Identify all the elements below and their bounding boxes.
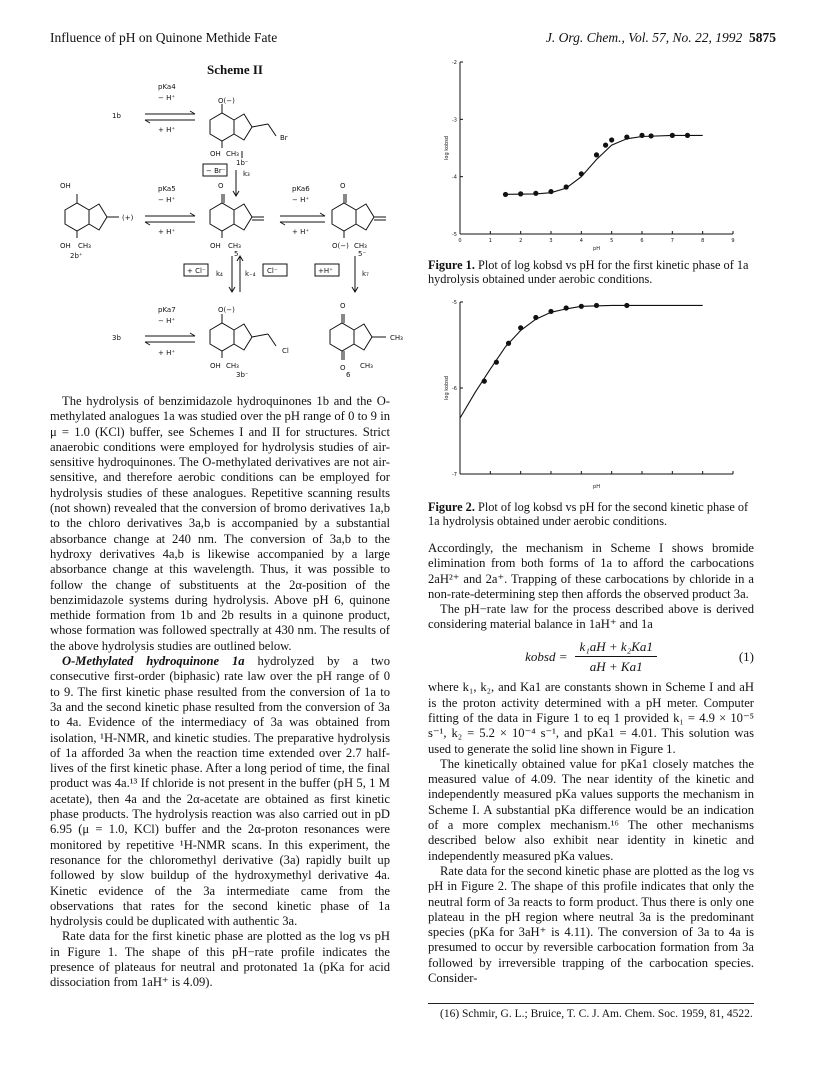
structure-3b-minus	[210, 314, 276, 358]
right-column	[428, 541, 754, 986]
x-tick-label: 0	[458, 238, 462, 244]
data-point	[564, 184, 569, 189]
y-tick-label: -3	[452, 117, 457, 124]
label-ch3-7: CH₃	[360, 362, 373, 370]
equilibrium-arrows-pka4	[145, 111, 195, 123]
data-point	[685, 133, 690, 138]
x-tick-label: 1	[488, 238, 492, 244]
data-point	[548, 309, 553, 314]
data-point	[518, 325, 523, 330]
label-minus-h-2: − H⁺	[158, 196, 176, 204]
label-box-plus-cl: + Cl⁻	[187, 267, 206, 275]
y-tick-label: -6	[452, 386, 457, 392]
label-ch3-6: CH₃	[390, 334, 403, 342]
label-k4: k₄	[216, 270, 223, 278]
y-tick-label: -4	[452, 174, 457, 181]
arrow-k7	[352, 256, 358, 292]
label-plus-h-3: + H⁺	[292, 228, 310, 236]
x-tick-label: 3	[549, 238, 553, 244]
figure-2-label: Figure 2.	[428, 500, 475, 514]
label-cl: Cl	[282, 347, 289, 355]
label-box-cl: Cl⁻	[267, 267, 278, 275]
label-ch3-3: CH₃	[228, 242, 241, 250]
label-plus-h-1: + H⁺	[158, 126, 176, 134]
x-tick-label: 8	[701, 238, 705, 244]
label-5-minus: 5⁻	[358, 250, 367, 258]
label-o-minus-2: O(−)	[332, 242, 349, 250]
data-point	[564, 305, 569, 310]
paragraph-intro: The hydrolysis of benzimidazole hydroquinones 1b and the O-methylated analogues 1a was studied over the pH range of 0 to 9 in μ = 1.0 (KCl) buffer, see Schemes I and II for structures. Strict anaerobic conditions were employed for hydrolysis studies of air-sensitive hydroquinones. The O-methylated derivatives are not air-sensitive, and therefore aerobic conditions can be employed for hydrolysis studies of these analogues. Repetitive scanning results (not shown) revealed that the conversion of bromo derivatives 1a,b to the chloro derivatives 3a,b is accompanied by a substantial absorbance change at 240 nm. The conversion of 3a,b to the hydroxy derivatives 4a,b is likewise accompanied by a large absorbance change at this wavelength. Thus, it was possible to follow the change of substituents at the 2α-position of the benzimidazole systems during hydrolysis. Above pH 6, quinone methide formation from 1b and 2b results in a quinone product, whose formation was followed spectrally at 430 nm. The results of the above hydrolysis studies are outlined below.	[50, 394, 390, 653]
x-tick-label: 6	[640, 238, 644, 244]
label-o-2: O	[340, 182, 346, 190]
equation-1	[428, 639, 754, 675]
label-pka4: pKa4	[158, 83, 176, 91]
paragraph-mechanism: Accordingly, the mechanism in Scheme I shows bromide elimination from both forms of 1a to afford the carbocations 2aH²⁺ and 2a⁺. Trapping of these carbocations by chloride in a non-rate-determining step then affords the observed product 3a.	[428, 541, 754, 601]
label-ch3-2: CH₃	[78, 242, 91, 250]
paragraph-constants: where k₁, k₂, and Ka1 are constants shown in Scheme I and aH is the proton activity determined with a pH meter. Computer fitting of the data in Figure 1 to eq 1 provided k₁ = 4.9 × 10⁻⁵ s⁻¹, k₂ = 5.2 × 10⁻⁴ s⁻¹, and pKa1 = 4.01. This solution was used to generate the solid line shown in Figure 1.	[428, 680, 754, 756]
label-minus-h-3: − H⁺	[292, 196, 310, 204]
data-point	[624, 303, 629, 308]
paragraph-rate-data: Rate data for the first kinetic phase are plotted as the log vs pH in Figure 1. The shape of this pH−rate profile indicates the presence of plateaus for neutral and protonated 1a (pKa for acid dissociation from 1aH⁺ is 4.09).	[50, 929, 390, 990]
label-1b-minus: 1b⁻	[236, 159, 249, 167]
figure-1-caption: Figure 1. Plot of log kobsd vs pH for the first kinetic phase of 1a hydrolysis obtained under aerobic conditions.	[428, 258, 749, 286]
left-column	[50, 394, 390, 991]
footnote-16: (16) Schmir, G. L.; Bruice, T. C. J. Am. Chem. Soc. 1959, 81, 4522.	[440, 1008, 753, 1020]
data-point	[639, 133, 644, 138]
figure-2-chart	[440, 296, 750, 496]
y-tick-label: -2	[452, 60, 457, 66]
y-tick-label: -5	[452, 232, 457, 238]
figure-2-plot-area	[444, 300, 733, 490]
label-o-minus-1: O(−)	[218, 97, 235, 105]
x-axis-label: pH	[593, 484, 600, 490]
structure-1b-minus	[210, 104, 276, 148]
figure-1-label: Figure 1.	[428, 258, 475, 272]
data-point	[579, 304, 584, 309]
label-3b: 3b	[112, 334, 121, 342]
arrow-k3	[233, 170, 239, 196]
paragraph-second-phase: Rate data for the second kinetic phase are plotted as the log vs pH in Figure 2. The shape of this profile indicates that only the neutral form of 3a reacts to form product. Thus there is only one plateau in the pH region where neutral 3a is the predominant species (pKa for 3aH⁺ is 4.11). The conversion of 3a to 4a is presumed to occur by reversible carbocation formation from 3a followed by irreversible trapping of the carbocation species. Consider-	[428, 863, 754, 986]
arrows-k4	[229, 256, 243, 292]
label-ch3-4: CH₃	[354, 242, 367, 250]
label-ch3-5: CH₃	[226, 362, 239, 370]
equation-numerator: k₁aH + k₂Ka1	[575, 639, 656, 657]
data-point	[494, 360, 499, 365]
data-point	[579, 171, 584, 176]
equation-number: (1)	[738, 648, 754, 664]
label-3b-minus: 3b⁻	[236, 371, 249, 378]
paragraph-1a-hydrolysis: O-Methylated hydroquinone 1a hydrolyzed by a two consecutive first-order (biphasic) rate law over the pH range of 0 to 9. The first kinetic phase resulted from the conversion of 1a to 3a and the second kinetic phase resulted from the conversion of 3a to 4a. Evidence of the intermediacy of 3a was obtained from isolation, ¹H-NMR, and kinetic studies. The preparative hydrolysis of 1a afforded 3a when the reaction time extended over 2.7 half-lives of the first kinetic phase. After a long period of time, the final product was 4a.¹³ If chloride is not present in the buffer (pH 5, 1 M acetate), then 4a and the 2α-acetate are obtained as first kinetic phase products. The hydrolysis reaction was also carried out in pD 6.95 (μ = 1.0, KCl) buffer and the 2α-proton resonances were monitored by repetitive ¹H-NMR scans. In this experiment, the resonance for the chloromethyl derivative (3a) rapidly built up followed by slow buildup of the hydroxymethyl derivative 4a. Kinetic evidence of the 3a intermediate came from the observations that rates for the second kinetic phase of 1a hydrolysis could be duplicated with authentic 3a.	[50, 654, 390, 929]
label-oh-5: OH	[210, 362, 221, 370]
label-o-4: O	[340, 364, 346, 372]
journal-name: J. Org. Chem., Vol. 57, No. 22, 1992	[545, 30, 743, 45]
y-axis-label: log kobsd	[444, 376, 450, 400]
label-k-minus-4: k₋₄	[245, 270, 256, 278]
label-oh-3: OH	[60, 242, 71, 250]
label-o-3: O	[340, 302, 346, 310]
label-box-plus-h: +H⁺	[318, 267, 333, 275]
y-tick-label: -5	[452, 300, 457, 306]
equilibrium-arrows-pka7	[145, 333, 195, 345]
paragraph-pka-match: The kinetically obtained value for pKa1 closely matches the measured value of 4.09. The near identity of the kinetic and independently measured pKa values supports the mechanism in Scheme I. A substantial pKa difference would be an indication of a more complex mechanism.¹⁶ The other mechanisms described below also exhibit near identity in kinetic and independently measured pKa values.	[428, 756, 754, 863]
label-o-1: O	[218, 182, 224, 190]
equation-fraction	[575, 639, 656, 675]
data-point	[533, 315, 538, 320]
data-point	[603, 143, 608, 148]
equilibrium-arrows-pka5	[145, 213, 195, 225]
x-tick-label: 2	[519, 238, 523, 244]
equation-lhs: kobsd =	[525, 648, 568, 664]
data-point	[518, 191, 523, 196]
label-oh-4: OH	[210, 242, 221, 250]
label-pka5: pKa5	[158, 185, 176, 193]
figure-2-caption: Figure 2. Plot of log kobsd vs pH for the second kinetic phase of 1a hydrolysis obtained under aerobic conditions.	[428, 500, 749, 528]
paragraph-rate-law: The pH−rate law for the process described above is derived considering material balance in 1aH⁺ and 1a	[428, 602, 754, 632]
data-point	[670, 133, 675, 138]
label-5: 5	[234, 250, 239, 258]
x-tick-label: 7	[670, 238, 674, 244]
y-axis-label: log kobsd	[444, 136, 450, 160]
data-point	[533, 191, 538, 196]
label-minus-h-4: − H⁺	[158, 317, 176, 325]
data-point	[594, 152, 599, 157]
equilibrium-arrows-pka6	[280, 213, 325, 225]
label-plus-h-2: + H⁺	[158, 228, 176, 236]
label-6: 6	[346, 371, 351, 378]
running-header: Influence of pH on Quinone Methide Fate	[50, 30, 278, 45]
scheme-title: Scheme II	[207, 62, 263, 77]
structure-2b-plus	[65, 194, 119, 238]
subhead-1a: O-Methylated hydroquinone 1a	[62, 654, 245, 669]
label-minus-h-1: − H⁺	[158, 94, 176, 102]
structure-6	[330, 314, 386, 360]
data-point	[482, 379, 487, 384]
label-br: Br	[280, 134, 288, 142]
label-oh-2: OH	[60, 182, 71, 190]
page-number: 5875	[749, 30, 776, 45]
equation-denominator: aH + Ka1	[589, 659, 643, 675]
structure-5	[210, 194, 264, 238]
x-tick-label: 5	[610, 238, 614, 244]
data-point	[624, 135, 629, 140]
journal-citation	[546, 30, 776, 46]
label-oh-1: OH	[210, 150, 221, 158]
footnote-rule	[428, 1003, 754, 1004]
label-plus: (+)	[122, 214, 134, 222]
x-tick-label: 4	[579, 238, 583, 244]
label-2b-plus: 2b⁺	[70, 252, 83, 260]
scheme-ii-diagram	[60, 78, 420, 378]
y-tick-label: -7	[452, 472, 457, 478]
x-tick-label: 9	[731, 238, 735, 244]
figure-1-plot-area	[444, 60, 735, 252]
data-point	[503, 192, 508, 197]
label-ch3-1: CH₃	[226, 150, 239, 158]
label-pka7: pKa7	[158, 306, 176, 314]
label-k7: k₇	[362, 270, 369, 278]
data-point	[506, 341, 511, 346]
data-point	[594, 303, 599, 308]
figure-1-chart	[440, 56, 750, 256]
label-k3: k₃	[243, 170, 250, 178]
label-o-minus-3: O(−)	[218, 306, 235, 314]
data-point	[649, 133, 654, 138]
label-pka6: pKa6	[292, 185, 310, 193]
x-axis-label: pH	[593, 246, 600, 252]
label-box-minus-br: − Br⁻	[206, 167, 226, 175]
label-1b: 1b	[112, 112, 121, 120]
label-plus-h-4: + H⁺	[158, 349, 176, 357]
data-point	[609, 137, 614, 142]
data-point	[548, 189, 553, 194]
structure-5-minus	[332, 194, 386, 238]
